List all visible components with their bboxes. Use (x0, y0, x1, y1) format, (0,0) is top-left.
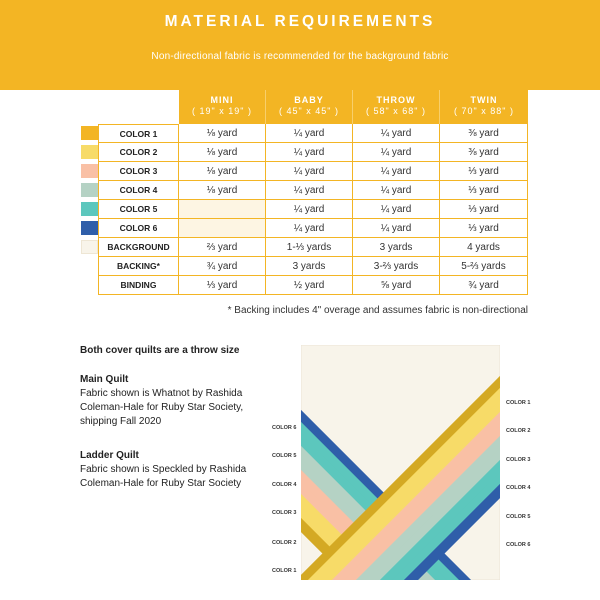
row-label: COLOR 4 (98, 181, 179, 200)
info-heading: Both cover quilts are a throw size (80, 345, 240, 356)
table-cell: 3 yards (353, 238, 440, 257)
table-cell: ¼ yard (353, 143, 440, 162)
table-cell: 1-⅓ yards (266, 238, 353, 257)
table-cell (179, 200, 266, 219)
column-header-twin: TWIN ( 70" x 88" ) (440, 90, 528, 124)
quilt-left-label: COLOR 6 (272, 425, 297, 431)
table-cell: ⅜ yard (440, 143, 528, 162)
table-cell: ¼ yard (266, 124, 353, 143)
table-cell: ¼ yard (353, 200, 440, 219)
quilt-diagram (301, 345, 500, 580)
page-title: MATERIAL REQUIREMENTS (164, 13, 436, 30)
table-cell: ¼ yard (353, 124, 440, 143)
swatch-2 (81, 164, 98, 178)
main-quilt-title: Main Quilt (80, 374, 129, 385)
table-cell: 4 yards (440, 238, 528, 257)
main-quilt-line-2: Coleman-Hale for Ruby Star Society, (80, 402, 244, 413)
table-cell: ⅓ yard (440, 200, 528, 219)
table-cell: ¼ yard (353, 162, 440, 181)
column-header-throw: THROW ( 58" x 68" ) (353, 90, 440, 124)
row-label: COLOR 1 (98, 124, 179, 143)
table-cell: ¾ yard (179, 257, 266, 276)
quilt-left-label: COLOR 5 (272, 453, 297, 459)
table-cell: ⅝ yard (353, 276, 440, 295)
quilt-right-label: COLOR 1 (506, 400, 531, 406)
swatch-6 (81, 240, 98, 254)
page-subtitle: Non-directional fabric is recommended for the background fabric (151, 51, 449, 62)
swatch-0 (81, 126, 98, 140)
row-label: COLOR 5 (98, 200, 179, 219)
column-header-mini: MINI ( 19" x 19" ) (179, 90, 266, 124)
table-cell: 3-⅔ yards (353, 257, 440, 276)
header-banner (0, 0, 600, 90)
quilt-left-label: COLOR 4 (272, 482, 297, 488)
swatch-5 (81, 221, 98, 235)
table-cell: ⅓ yard (440, 162, 528, 181)
ladder-quilt-line-1: Fabric shown is Speckled by Rashida (80, 464, 247, 475)
table-cell: 3 yards (266, 257, 353, 276)
table-cell (179, 219, 266, 238)
ladder-quilt-title: Ladder Quilt (80, 450, 139, 461)
table-cell: ¼ yard (266, 200, 353, 219)
row-label: BACKING* (98, 257, 179, 276)
swatch-3 (81, 183, 98, 197)
backing-note: * Backing includes 4" overage and assumes fabric is non-directional (227, 305, 528, 316)
table-cell: ⅛ yard (179, 181, 266, 200)
quilt-right-label: COLOR 3 (506, 457, 531, 463)
table-cell: ⅛ yard (179, 162, 266, 181)
row-label: BACKGROUND (98, 238, 179, 257)
ladder-quilt-line-2: Coleman-Hale for Ruby Star Society (80, 478, 242, 489)
table-cell: ¼ yard (266, 219, 353, 238)
table-cell: ⅓ yard (440, 219, 528, 238)
table-cell: ⅓ yard (179, 276, 266, 295)
table-cell: ¼ yard (266, 143, 353, 162)
column-header-baby: BABY ( 45" x 45" ) (266, 90, 353, 124)
row-label: COLOR 6 (98, 219, 179, 238)
quilt-right-label: COLOR 4 (506, 485, 531, 491)
quilt-right-label: COLOR 6 (506, 542, 531, 548)
quilt-left-label: COLOR 2 (272, 540, 297, 546)
table-cell: ⅜ yard (440, 124, 528, 143)
swatch-1 (81, 145, 98, 159)
quilt-right-label: COLOR 2 (506, 428, 531, 434)
quilt-left-label: COLOR 3 (272, 510, 297, 516)
table-cell: ⅛ yard (179, 143, 266, 162)
table-cell: ¼ yard (266, 181, 353, 200)
swatch-4 (81, 202, 98, 216)
main-quilt-line-3: shipping Fall 2020 (80, 416, 162, 427)
table-cell: ⅓ yard (440, 181, 528, 200)
table-cell: ¼ yard (353, 219, 440, 238)
table-cell: ⅔ yard (179, 238, 266, 257)
table-cell: ¼ yard (353, 181, 440, 200)
row-label: COLOR 2 (98, 143, 179, 162)
table-cell: ⅛ yard (179, 124, 266, 143)
table-cell: ¼ yard (266, 162, 353, 181)
row-label: BINDING (98, 276, 179, 295)
main-quilt-line-1: Fabric shown is Whatnot by Rashida (80, 388, 243, 399)
table-cell: 5-⅔ yards (440, 257, 528, 276)
quilt-right-label: COLOR 5 (506, 514, 531, 520)
quilt-left-label: COLOR 1 (272, 568, 297, 574)
row-label: COLOR 3 (98, 162, 179, 181)
table-cell: ¾ yard (440, 276, 528, 295)
table-cell: ½ yard (266, 276, 353, 295)
